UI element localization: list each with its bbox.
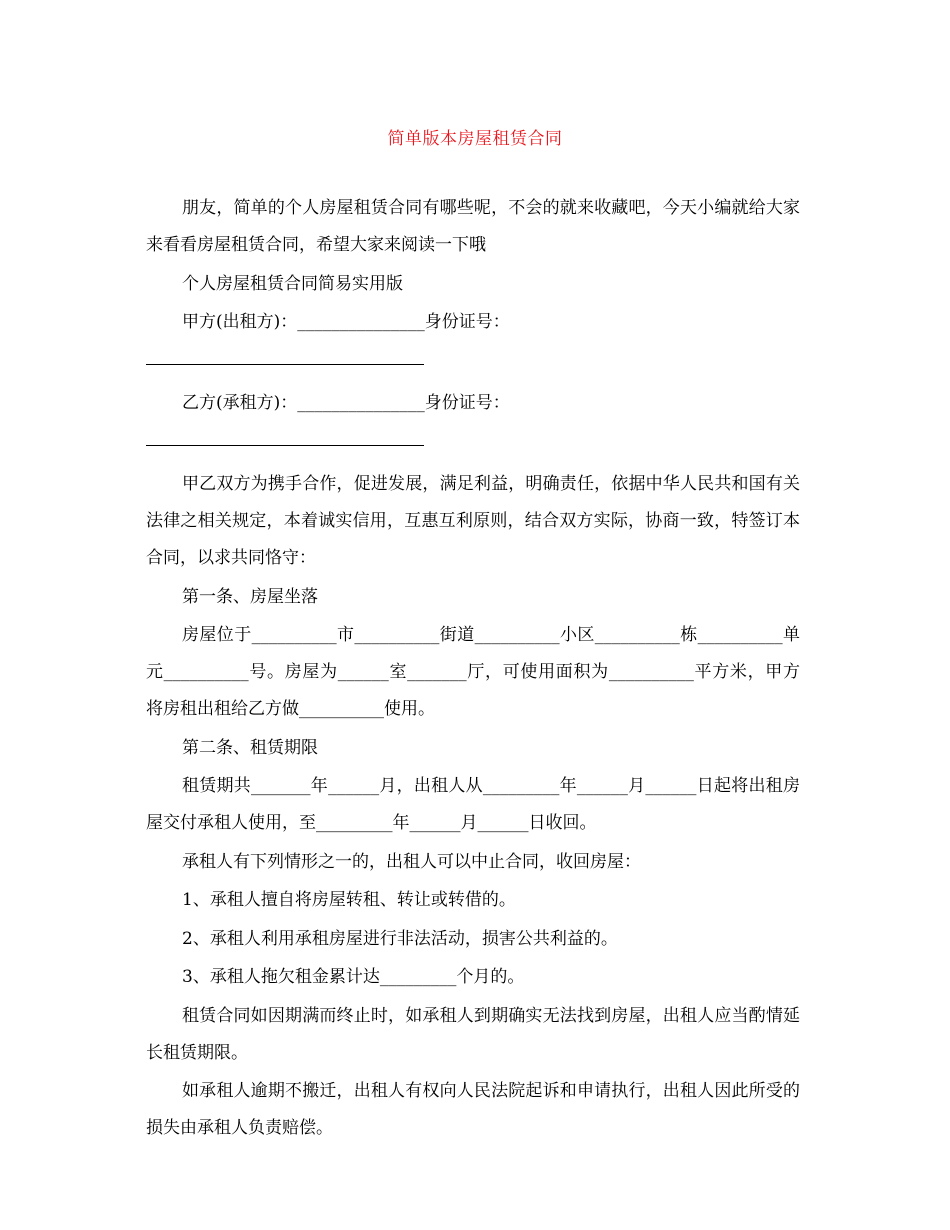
termination-item-2: 2、承租人利用承租房屋进行非法活动，损害公共利益的。 — [182, 928, 618, 949]
party-b-id-blank-line — [146, 445, 424, 446]
article-1-body: 房屋位于__________市__________街道__________小区__________栋__________单元__________号。房屋为______室_______厅，可使用面积为__________平方米，甲方将房租出租给乙方做__________使用。 — [146, 625, 800, 719]
termination-intro: 承租人有下列情形之一的，出租人可以中止合同，收回房屋： — [182, 851, 641, 872]
party-b-line: 乙方(承租方)：_______________身份证号： — [182, 393, 510, 413]
document-body — [146, 190, 800, 1149]
renewal-paragraph: 租赁合同如因期满而终止时，如承租人到期确实无法找到房屋，出租人应当酌情延长租赁期限。 — [146, 1005, 800, 1063]
termination-item-3: 3、承租人拖欠租金累计达_________个月的。 — [182, 967, 525, 987]
termination-item-1: 1、承租人擅自将房屋转租、转让或转借的。 — [182, 890, 516, 910]
article-2-heading: 第二条、租赁期限 — [182, 737, 318, 758]
intro-paragraph: 朋友，简单的个人房屋租赁合同有哪些呢，不会的就来收藏吧，今天小编就给大家来看看房屋租赁合同，希望大家来阅读一下哦 — [146, 198, 800, 255]
article-1-heading: 第一条、房屋坐落 — [182, 586, 318, 607]
article-2-term: 租赁期共_______年______月，出租人从_________年______月______日起将出租房屋交付承租人使用，至_________年______月______日收回。 — [146, 776, 800, 833]
document-title: 简单版本房屋租赁合同 — [387, 129, 563, 149]
party-a-line: 甲方(出租方)：_______________身份证号： — [182, 312, 510, 332]
overstay-paragraph: 如承租人逾期不搬迁，出租人有权向人民法院起诉和申请执行，出租人因此所受的损失由承租人负责赔偿。 — [146, 1081, 800, 1138]
preamble-paragraph: 甲乙双方为携手合作，促进发展，满足利益，明确责任，依据中华人民共和国有关法律之相关规定，本着诚实信用，互惠互利原则，结合双方实际，协商一致，特签订本合同，以求共同恪守： — [146, 474, 800, 568]
party-a-id-blank-line — [146, 364, 424, 365]
contract-subtitle: 个人房屋租赁合同简易实用版 — [182, 273, 403, 294]
